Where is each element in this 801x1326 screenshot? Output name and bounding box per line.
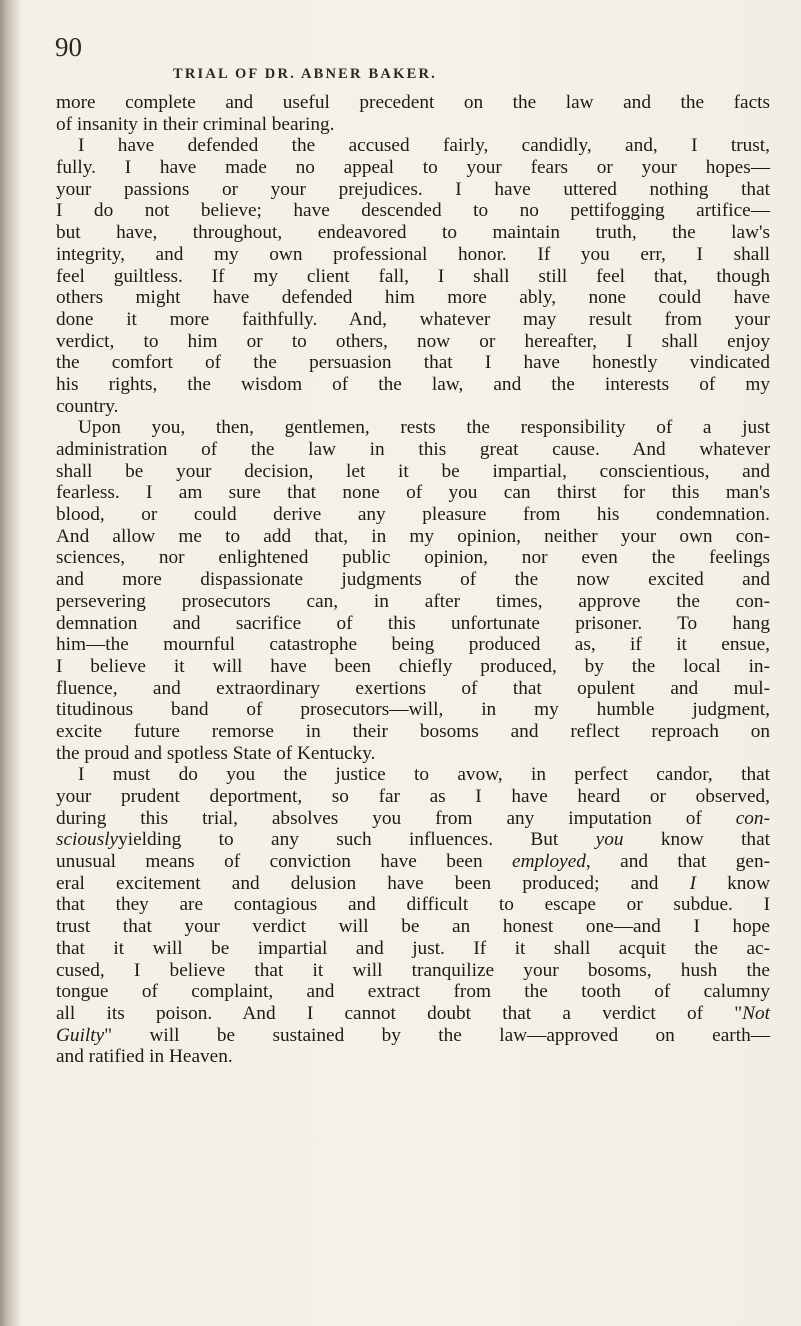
text-run: know <box>696 872 770 894</box>
text-line <box>56 1003 770 1025</box>
text-run: eral excitement and delusion have been produced; and <box>56 872 690 894</box>
text-line: verdict, to him or to others, now or hereafter, I shall enjoy <box>56 330 770 352</box>
body-text <box>56 92 770 1068</box>
text-line: Upon you, then, gentlemen, rests the responsibility of a just <box>78 417 770 439</box>
text-line: integrity, and my own professional honor. If you err, I shall <box>56 243 770 265</box>
text-line <box>56 1025 770 1047</box>
page-header <box>55 32 775 86</box>
text-line <box>56 808 770 830</box>
text-line: fearless. I am sure that none of you can thirst for this man's <box>56 482 770 504</box>
text-run: during this trial, absolves you from any imputation of <box>56 807 736 829</box>
text-line: fully. I have made no appeal to your fears or your hopes— <box>56 157 770 179</box>
italic-run: Guilty <box>56 1024 105 1046</box>
text-line: others might have defended him more ably, none could have <box>56 287 770 309</box>
text-run: yielding to any such influences. But <box>118 829 596 851</box>
text-run: all its poison. And I cannot doubt that a verdict of " <box>56 1002 743 1024</box>
italic-run: con- <box>735 807 770 829</box>
text-run: unusual means of conviction have been <box>56 851 513 873</box>
text-line: but have, throughout, endeavored to maintain truth, the law's <box>56 222 770 244</box>
text-run: , and that gen- <box>585 851 771 873</box>
text-line: I must do you the justice to avow, in perfect candor, that <box>78 764 770 786</box>
text-line: your prudent deportment, so far as I have heard or observed, <box>56 786 770 807</box>
binding-shadow <box>0 0 22 1326</box>
italic-run: I <box>689 872 696 894</box>
text-line: I do not believe; have descended to no pettifogging artifice— <box>56 200 770 222</box>
text-line: his rights, the wisdom of the law, and the interests of my <box>56 373 770 395</box>
text-line: feel guiltless. If my client fall, I shall still feel that, though <box>56 265 770 287</box>
text-line: and ratified in Heaven. <box>56 1046 233 1068</box>
text-line <box>56 851 770 873</box>
text-line: more complete and useful precedent on the law and the facts <box>56 92 770 113</box>
text-run: know that <box>623 829 770 851</box>
page-number: 90 <box>55 32 82 62</box>
text-line: the comfort of the persuasion that I have honestly vindicated <box>56 352 770 374</box>
text-line <box>56 829 770 851</box>
italic-run: Not <box>742 1002 770 1024</box>
text-run: " will be sustained by the law—approved on earth— <box>104 1024 770 1046</box>
text-line: persevering prosecutors can, in after times, approve the con- <box>56 590 770 612</box>
text-line: him—the mournful catastrophe being produced as, if it ensue, <box>56 634 770 656</box>
text-line: of insanity in their criminal bearing. <box>56 113 335 135</box>
text-line: administration of the law in this great cause. And whatever <box>56 439 770 460</box>
running-head: TRIAL OF DR. ABNER BAKER. <box>173 66 437 82</box>
text-line <box>56 873 770 895</box>
text-line: tongue of complaint, and extract from the tooth of calumny <box>56 981 770 1003</box>
text-line: shall be your decision, let it be impartial, conscientious, and <box>56 460 770 482</box>
text-line: that it will be impartial and just. If it shall acquit the ac- <box>56 937 770 959</box>
text-line: cused, I believe that it will tranquilize your bosoms, hush the <box>56 959 770 981</box>
text-line: trust that your verdict will be an honest one—and I hope <box>56 916 770 938</box>
text-line: I have defended the accused fairly, candidly, and, I trust, <box>78 135 770 157</box>
text-line: that they are contagious and difficult to escape or subdue. I <box>56 894 770 916</box>
text-line: I believe it will have been chiefly produced, by the local in- <box>56 655 770 677</box>
italic-run: you <box>595 829 624 851</box>
text-line: and more dispassionate judgments of the now excited and <box>56 569 770 591</box>
text-line: the proud and spotless State of Kentucky. <box>56 742 376 764</box>
text-line: blood, or could derive any pleasure from his condemnation. <box>56 504 770 526</box>
text-line: excite future remorse in their bosoms and reflect reproach on <box>56 720 770 742</box>
text-line: And allow me to add that, in my opinion, neither your own con- <box>56 525 770 547</box>
text-line: country. <box>56 395 119 417</box>
text-line: fluence, and extraordinary exertions of that opulent and mul- <box>56 677 770 699</box>
italic-run: sciously <box>56 829 119 851</box>
text-line: demnation and sacrifice of this unfortunate prisoner. To hang <box>56 612 770 634</box>
text-line: your passions or your prejudices. I have uttered nothing that <box>56 178 770 200</box>
text-line: done it more faithfully. And, whatever may result from your <box>56 308 770 330</box>
text-line: sciences, nor enlightened public opinion, nor even the feelings <box>56 547 770 569</box>
text-line: titudinous band of prosecutors—will, in my humble judgment, <box>56 699 770 721</box>
italic-run: employed <box>512 851 586 873</box>
